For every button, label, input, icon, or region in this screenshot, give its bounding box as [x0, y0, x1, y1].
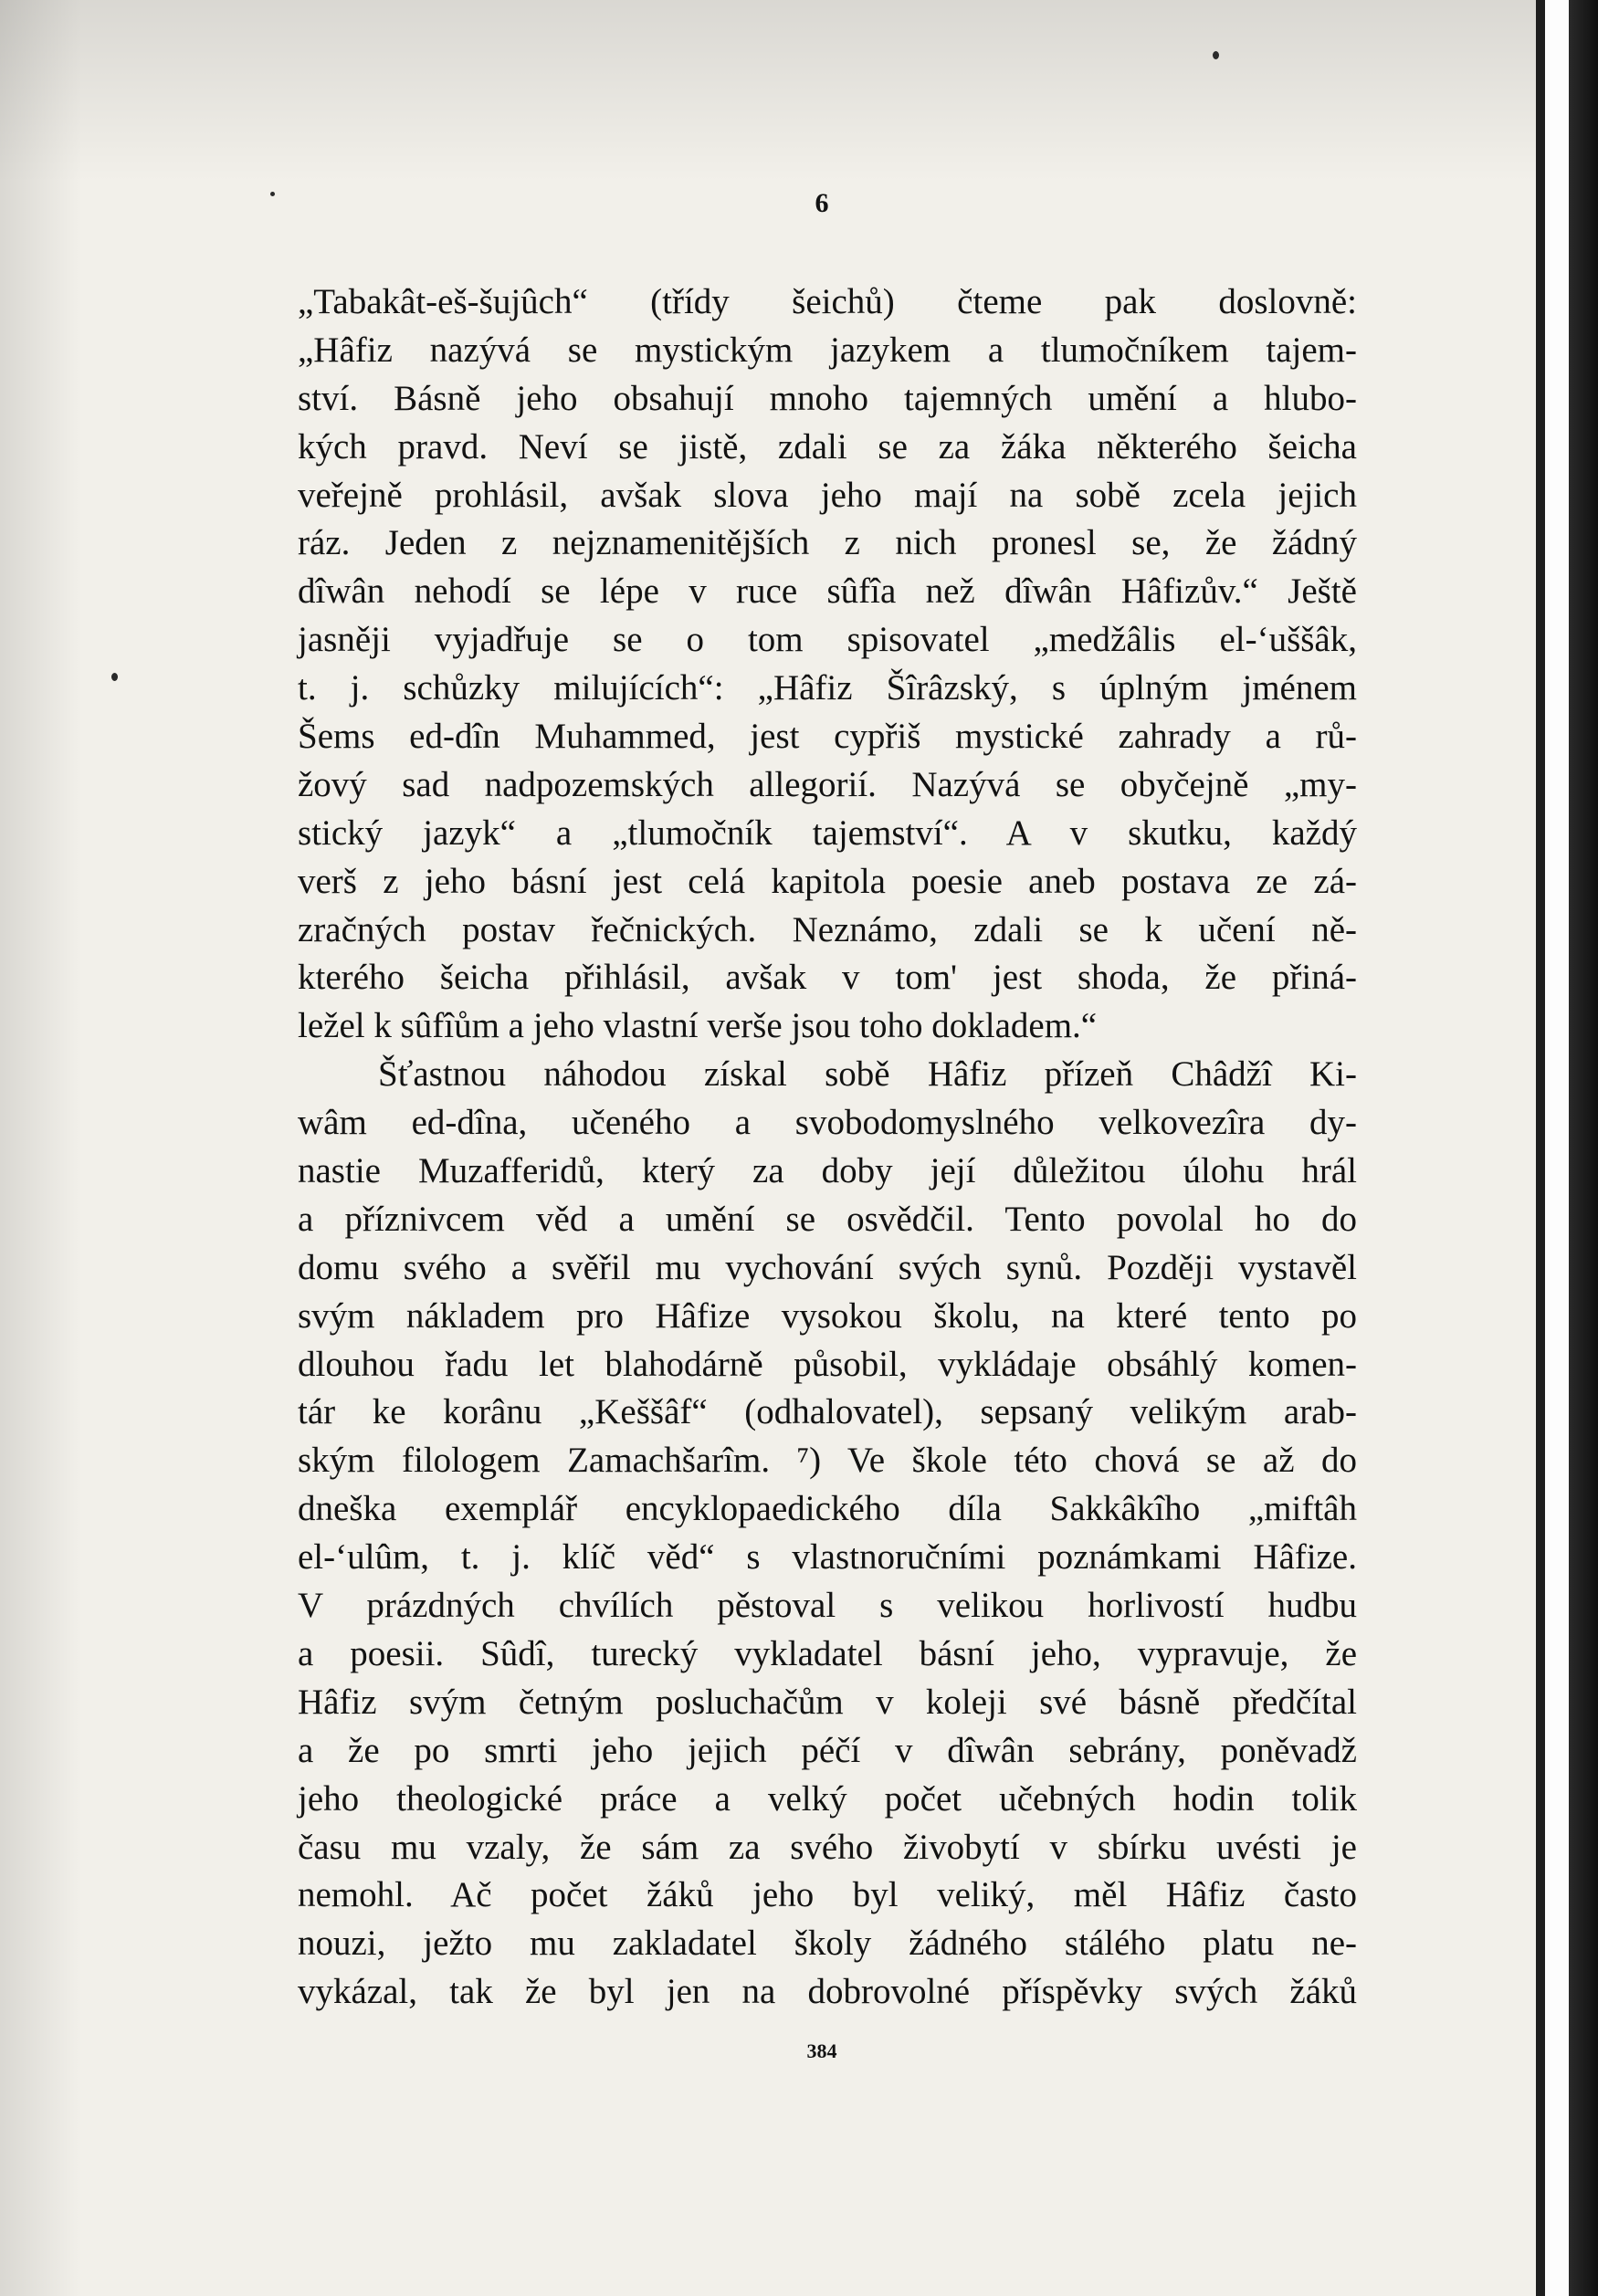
text-line: dneška exemplář encyklopaedického díla Sakkâkîho „miftâh [298, 1489, 1357, 1529]
text-line: svým nákladem pro Hâfize vysokou školu, na které tento po [298, 1295, 1357, 1336]
text-line: jeho theologické práce a velký počet učebných hodin tolik [298, 1778, 1357, 1819]
scan-speck [111, 673, 118, 681]
text-line: ležel k sûfîům a jeho vlastní verše jsou toho dokladem.“ [298, 1006, 1098, 1046]
text-line: ským filologem Zamachšarîm. ⁷) Ve škole této chová se až do [298, 1441, 1357, 1481]
text-line: el-ʻulûm, t. j. klíč věd“ s vlastnoručními poznámkami Hâfize. [298, 1537, 1357, 1578]
text-line: dlouhou řadu let blahodárně působil, vykládaje obsáhlý komen- [298, 1344, 1357, 1384]
page-number: 6 [815, 188, 829, 218]
text-line: V prázdných chvílích pěstoval s velikou horlivostí hudbu [298, 1586, 1357, 1626]
text-line: Šems ed-dîn Muhammed, jest cypřiš mystické zahrady a rů- [298, 717, 1357, 757]
scan-right-edge [1536, 0, 1598, 2296]
text-line: veřejně prohlásil, avšak slova jeho mají na sobě zcela jejich [298, 475, 1357, 515]
text-line: a poesii. Sûdî, turecký vykladatel básní jeho, vypravuje, že [298, 1633, 1357, 1673]
paragraph-first-line: Šťastnou náhodou získal sobě Hâfiz přízeň Châdžî Ki- [378, 1054, 1357, 1095]
text-line: ství. Básně jeho obsahují mnoho tajemných umění a hlubo- [298, 378, 1357, 418]
scan-top-shadow [0, 0, 1536, 183]
text-line: času mu vzaly, že sám za svého živobytí v sbírku uvésti je [298, 1827, 1357, 1867]
text-line: a že po smrti jeho jejich péčí v dîwân sebrány, poněvadž [298, 1730, 1357, 1770]
scan-left-shadow [0, 0, 82, 2296]
text-line: verš z jeho básní jest celá kapitola poesie aneb postava ze zá- [298, 861, 1357, 901]
text-line: dîwân nehodí se lépe v ruce sûfîa než dîwân Hâfizův.“ Ještě [298, 571, 1357, 612]
text-line: „Tabakât-eš-šujûch“ (třídy šeichů) čteme pak doslovně: [298, 282, 1357, 321]
text-line: nouzi, ježto mu zakladatel školy žádného stálého platu ne- [298, 1924, 1357, 1964]
text-line: kých pravd. Neví se jistě, zdali se za žáka některého šeicha [298, 426, 1357, 467]
text-line: t. j. schůzky milujících“: „Hâfiz Šîrâzský, s úplným jménem [298, 668, 1357, 708]
text-line: jasněji vyjadřuje se o tom spisovatel „medžâlis el-ʻuššâk, [298, 620, 1357, 660]
scan-speck [1213, 51, 1219, 59]
text-line: a příznivcem věd a umění se osvědčil. Tento povolal ho do [298, 1199, 1357, 1239]
text-line: vykázal, tak že byl jen na dobrovolné příspěvky svých žáků [298, 1972, 1357, 2012]
text-line: „Hâfiz nazývá se mystickým jazykem a tlumočníkem tajem- [298, 330, 1357, 370]
text-line: nastie Muzafferidů, který za doby její důležitou úlohu hrál [298, 1151, 1357, 1191]
text-line: stický jazyk“ a „tlumočník tajemství“. A v skutku, každý [298, 813, 1357, 853]
text-line: nemohl. Ač počet žáků jeho byl veliký, měl Hâfiz často [298, 1875, 1357, 1915]
text-line: zračných postav řečnických. Neznámo, zdali se k učení ně- [298, 909, 1357, 949]
text-line: žový sad nadpozemských allegorií. Nazývá se obyčejně „my- [298, 764, 1357, 804]
page-body-text [298, 278, 1357, 2017]
text-line: tár ke korânu „Keššâf“ (odhalovatel), sepsaný velikým arab- [298, 1392, 1357, 1432]
footer-number: 384 [806, 2039, 837, 2062]
text-line: ráz. Jeden z nejznamenitějších z nich pronesl se, že žádný [298, 523, 1357, 563]
text-line: domu svého a svěřil mu vychování svých synů. Později vystavěl [298, 1247, 1357, 1287]
text-line: kterého šeicha přihlásil, avšak v tom' jest shoda, že přiná- [298, 958, 1357, 998]
text-line: Hâfiz svým četným posluchačům v koleji své básně předčítal [298, 1682, 1357, 1722]
text-line: wâm ed-dîna, učeného a svobodomyslného velkovezîra dy- [298, 1103, 1357, 1143]
